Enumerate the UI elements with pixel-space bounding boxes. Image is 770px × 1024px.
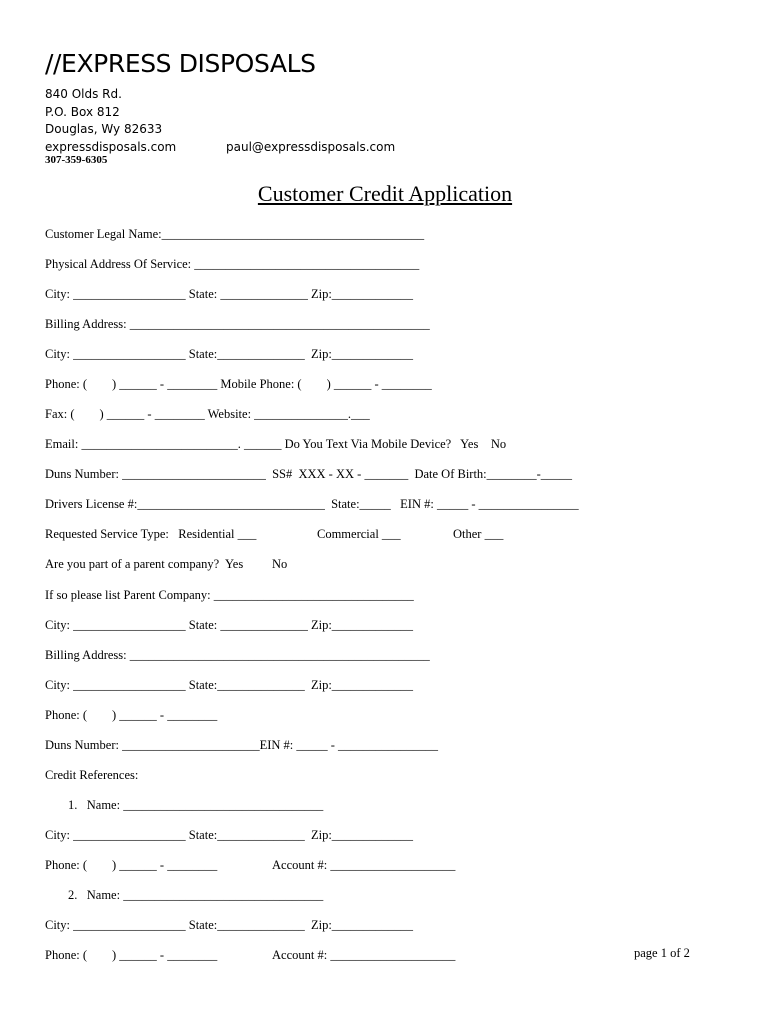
form-field-label: If so please list Parent Company: ________________________________ bbox=[45, 588, 414, 602]
form-field-label: City: __________________ State:______________ Zip:_____________ bbox=[45, 678, 414, 692]
form-field-label: Commercial ___ bbox=[317, 527, 401, 541]
form-title: Customer Credit Application bbox=[257, 181, 513, 206]
form-field-label: Email: _________________________. ______ Do You Text Via Mobile Device? Yes No bbox=[45, 437, 507, 451]
form-field-label: Phone: ( ) ______ - ________ bbox=[45, 858, 218, 872]
form-field-label: City: __________________ State:______________ Zip:_____________ bbox=[45, 918, 414, 932]
company-name: //EXPRESS DISPOSALS bbox=[45, 49, 316, 78]
form-field-label: Customer Legal Name:__________________________________________ bbox=[45, 227, 425, 241]
form-field-label: City: __________________ State: ______________ Zip:_____________ bbox=[45, 618, 414, 632]
form-field-label: Requested Service Type: Residential ___ bbox=[45, 527, 257, 541]
form-field-label: City: __________________ State:______________ Zip:_____________ bbox=[45, 828, 414, 842]
address-line-3: Douglas, Wy 82633 bbox=[45, 122, 163, 136]
form-field-label: City: __________________ State: ______________ Zip:_____________ bbox=[45, 287, 414, 301]
address-line-1: 840 Olds Rd. bbox=[45, 87, 122, 101]
company-website: expressdisposals.com bbox=[45, 140, 177, 154]
form-field-label: Physical Address Of Service: ____________________________________ bbox=[45, 257, 420, 271]
form-field-label: 1. Name: ________________________________ bbox=[68, 798, 324, 812]
form-field-label: Account #: ____________________ bbox=[272, 858, 456, 872]
form-field-label: Billing Address: ________________________________________________ bbox=[45, 317, 430, 331]
form-field-label: Duns Number: _______________________ SS# XXX - XX - _______ Date Of Birth:________-_____ bbox=[45, 467, 573, 481]
form-field-label: 2. Name: ________________________________ bbox=[68, 888, 324, 902]
form-field-label: Billing Address: ________________________________________________ bbox=[45, 648, 430, 662]
form-field-label: City: __________________ State:______________ Zip:_____________ bbox=[45, 347, 414, 361]
address-line-2: P.O. Box 812 bbox=[45, 105, 120, 119]
form-field-label: Fax: ( ) ______ - ________ Website: _______________.___ bbox=[45, 407, 370, 421]
form-field-label: No bbox=[272, 557, 288, 571]
form-field-label: Other ___ bbox=[453, 527, 504, 541]
form-field-label: Phone: ( ) ______ - ________ Mobile Phone: ( ) ______ - ________ bbox=[45, 377, 432, 391]
form-field-label: Account #: ____________________ bbox=[272, 948, 456, 962]
form-field-label: Drivers License #:______________________________ State:_____ EIN #: _____ - ________________ bbox=[45, 497, 579, 511]
company-email: paul@expressdisposals.com bbox=[226, 140, 396, 154]
form-field-label: Credit References: bbox=[45, 768, 139, 782]
form-field-label: Duns Number: ______________________EIN #: _____ - ________________ bbox=[45, 738, 439, 752]
form-field-label: Are you part of a parent company? Yes bbox=[45, 557, 244, 571]
page-number: page 1 of 2 bbox=[634, 946, 690, 960]
company-phone: 307-359-6305 bbox=[45, 154, 108, 166]
form-field-label: Phone: ( ) ______ - ________ bbox=[45, 708, 218, 722]
form-field-label: Phone: ( ) ______ - ________ bbox=[45, 948, 218, 962]
